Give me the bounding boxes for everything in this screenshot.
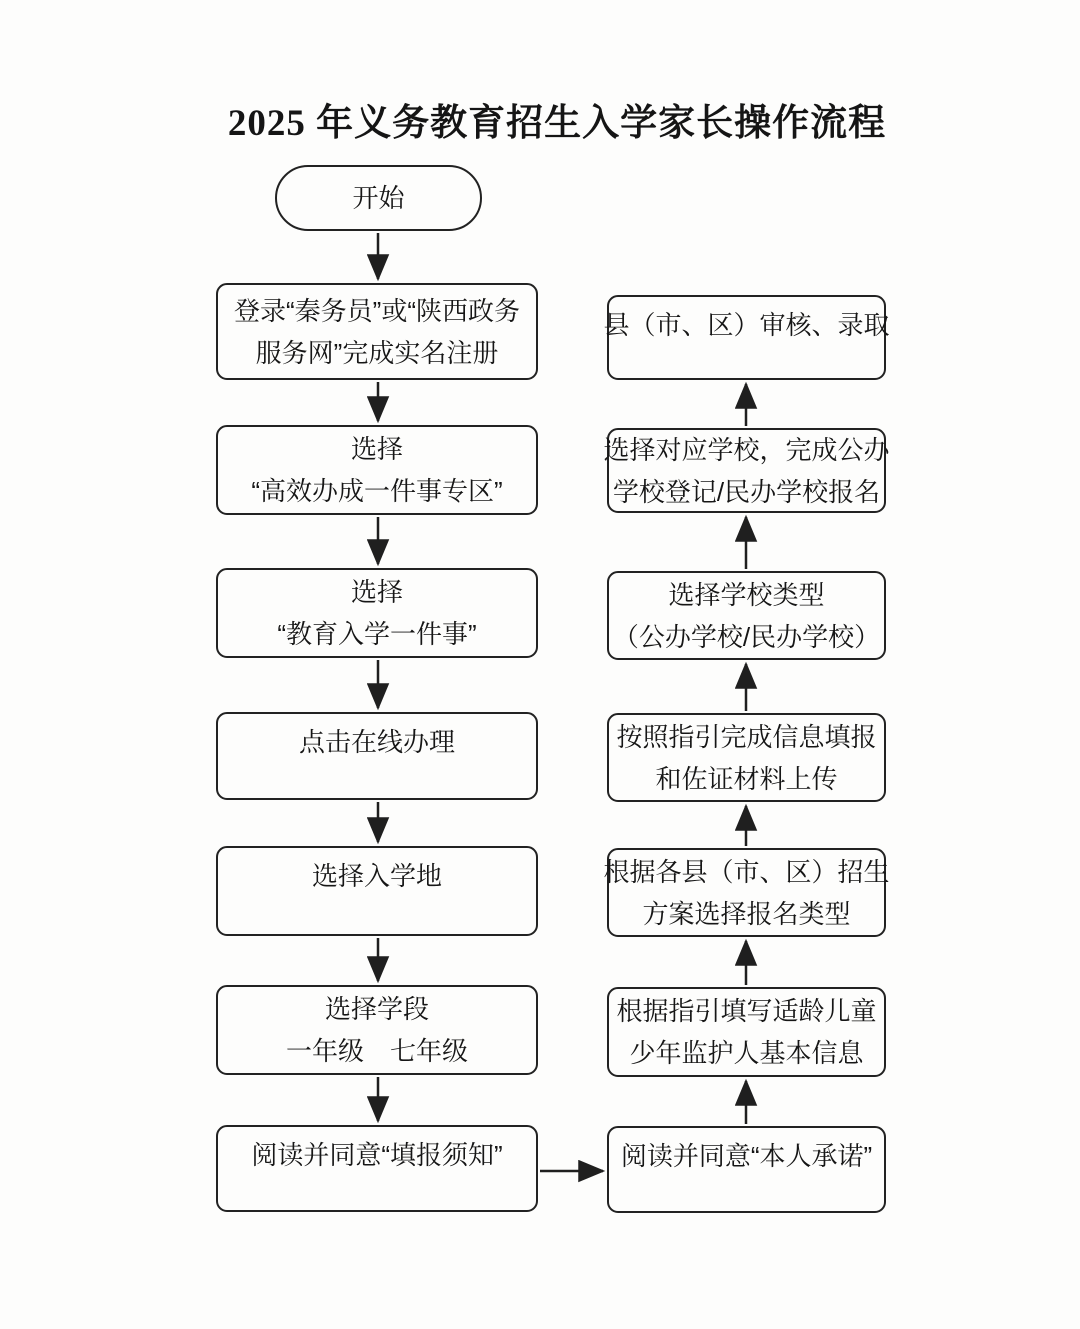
step-text: 少年监护人基本信息 xyxy=(629,1038,864,1068)
step-select-zone xyxy=(216,425,538,515)
step-text: 点击在线办理 xyxy=(298,727,455,757)
step-text: 选择学段 xyxy=(324,994,429,1024)
step-agree-notice xyxy=(216,1125,538,1212)
step-county-review xyxy=(603,295,890,380)
step-text: 登录“秦务员”或“陕西政务 xyxy=(234,295,520,326)
step-text: 学校登记/民办学校报名 xyxy=(612,476,881,507)
step-guardian-info xyxy=(607,987,886,1077)
step-text: 选择入学地 xyxy=(311,861,442,891)
step-text: 按照指引完成信息填报 xyxy=(616,721,877,752)
step-text: 选择 xyxy=(350,577,403,607)
step-login-register xyxy=(216,283,538,380)
step-select-enroll-place xyxy=(216,846,538,936)
step-text: 服务网”完成实名注册 xyxy=(255,337,499,368)
step-text: “教育入学一件事” xyxy=(277,619,477,649)
step-text: 阅读并同意“填报须知” xyxy=(251,1140,503,1170)
step-text: （公办学校/民办学校） xyxy=(612,621,881,652)
step-click-online xyxy=(216,712,538,800)
page-title: 2025 年义务教育招生入学家长操作流程 xyxy=(227,103,887,144)
step-select-stage xyxy=(216,985,538,1075)
step-fill-info-upload xyxy=(607,713,886,802)
step-text: “高效办成一件事专区” xyxy=(251,476,503,506)
step-text: 方案选择报名类型 xyxy=(642,898,851,929)
step-text: 根据各县（市、区）招生 xyxy=(603,856,890,887)
step-text: 和佐证材料上传 xyxy=(655,763,838,794)
step-school-type xyxy=(607,571,886,660)
step-text: 选择 xyxy=(350,434,403,464)
step-select-apply-type xyxy=(603,848,890,937)
step-agree-promise xyxy=(607,1126,886,1213)
step-text: 县（市、区）审核、录取 xyxy=(603,310,890,340)
step-text: 一年级 七年级 xyxy=(285,1036,468,1066)
step-text: 选择对应学校，完成公办 xyxy=(603,434,890,465)
step-select-education-matter xyxy=(216,568,538,658)
step-text: 阅读并同意“本人承诺” xyxy=(620,1141,873,1171)
step-text: 根据指引填写适龄儿童 xyxy=(616,996,877,1026)
step-start xyxy=(275,165,482,231)
step-text: 开始 xyxy=(352,183,405,213)
step-select-school xyxy=(603,428,890,513)
step-text: 选择学校类型 xyxy=(668,579,825,610)
